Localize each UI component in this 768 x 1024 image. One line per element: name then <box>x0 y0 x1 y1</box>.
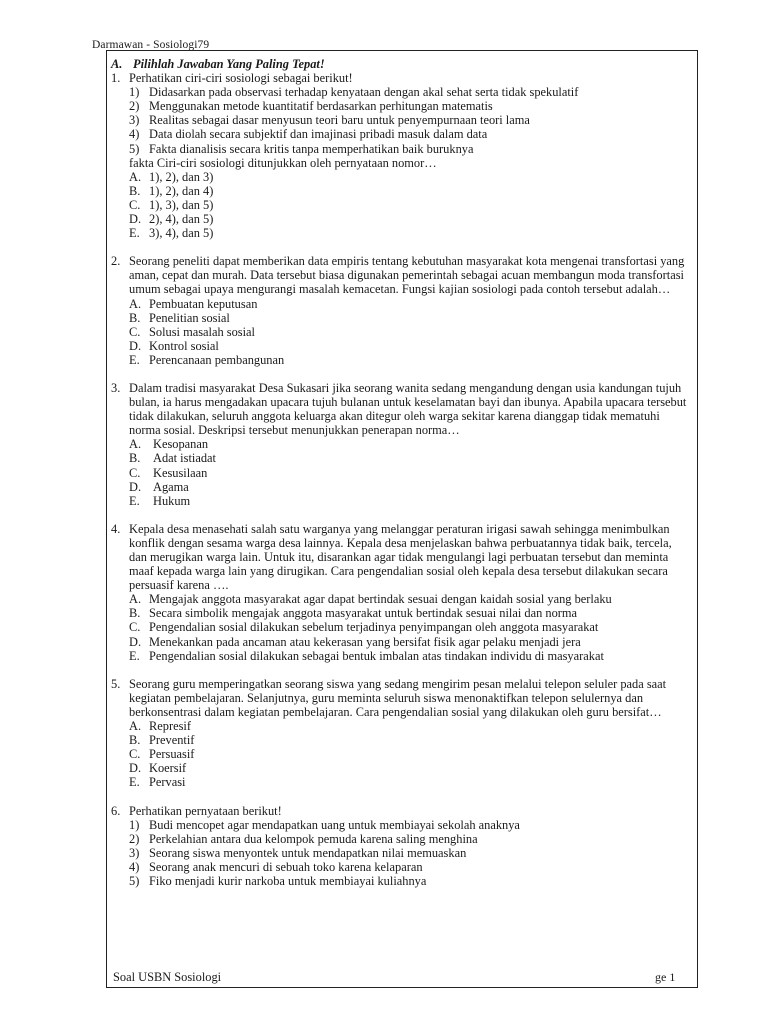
question-row <box>111 71 691 85</box>
option-text: Represif <box>149 719 191 734</box>
option-text: Penelitian sosial <box>149 310 230 325</box>
question-2 <box>111 254 691 367</box>
answer-option <box>111 606 691 620</box>
option-text: Koersif <box>149 761 187 776</box>
statement-item <box>129 874 691 888</box>
question-number: 3. <box>111 380 121 395</box>
option-letter: D. <box>129 634 142 649</box>
section-title <box>111 57 691 71</box>
statement-text: Menggunakan metode kuantitatif berdasarkan perhitungan matematis <box>149 99 493 114</box>
question-row <box>111 804 691 818</box>
option-text: Persuasif <box>149 747 195 762</box>
option-text: 3), 4), dan 5) <box>149 226 214 241</box>
option-text: 2), 4), dan 5) <box>149 212 214 227</box>
option-text: 1), 2), dan 3) <box>149 169 214 184</box>
question-text: Perhatikan pernyataan berikut! <box>129 803 282 818</box>
statement-number: 5) <box>129 873 140 888</box>
section-title-text: Pilihlah Jawaban Yang Paling Tepat! <box>133 57 325 71</box>
option-letter: B. <box>129 733 141 748</box>
option-text: Pengendalian sosial dilakukan sebelum terjadinya penyimpangan oleh anggota masyarakat <box>149 620 599 635</box>
section-letter: A. <box>111 57 123 71</box>
statement-item <box>129 85 691 99</box>
question-prompt: fakta Ciri-ciri sosiologi ditunjukkan oleh pernyataan nomor… <box>129 155 437 170</box>
statement-list <box>111 818 691 888</box>
answer-option <box>111 226 691 240</box>
statement-text: Didasarkan pada observasi terhadap kenyataan dengan akal sehat serta tidak spekulatif <box>149 85 579 100</box>
statement-text: Fiko menjadi kurir narkoba untuk membiayai kuliahnya <box>149 873 427 888</box>
statement-item <box>129 127 691 141</box>
answer-option <box>111 466 691 480</box>
statement-text: Perkelahian antara dua kelompok pemuda karena saling menghina <box>149 831 478 846</box>
question-text: Perhatikan ciri-ciri sosiologi sebagai berikut! <box>129 71 353 86</box>
option-text: Perencanaan pembangunan <box>149 352 285 367</box>
question-5 <box>111 677 691 790</box>
footer-page-number: ge 1 <box>655 970 676 984</box>
statement-text: Seorang anak mencuri di sebuah toko karena kelaparan <box>149 859 423 874</box>
question-text: Seorang guru memperingatkan seorang siswa yang sedang mengirim pesan melalui telepon seluler pada saat kegiatan pembelajaran. Selanjutnya, guru meminta seluruh siswa menonaktifkan telepon selulernya dan berkonsentrasi dalam kegiatan pembelajaran. Cara pengendalian sosial yang dilakukan oleh guru bersifat… <box>129 676 667 719</box>
option-text: 1), 2), dan 4) <box>149 183 214 198</box>
option-text: Kesopanan <box>153 437 209 452</box>
option-letter: E. <box>129 493 140 508</box>
answer-option <box>111 297 691 311</box>
statement-text: Data diolah secara subjektif dan imajinasi pribadi masuk dalam data <box>149 127 488 142</box>
option-letter: B. <box>129 183 141 198</box>
answer-option <box>111 775 691 789</box>
question-number: 4. <box>111 521 121 536</box>
option-text: Mengajak anggota masyarakat agar dapat bertindak sesuai dengan kaidah sosial yang berlaku <box>149 592 612 607</box>
answer-option <box>111 325 691 339</box>
page-header: Darmawan - Sosiologi79 <box>92 39 210 51</box>
option-letter: A. <box>129 592 142 607</box>
statement-number: 1) <box>129 85 140 100</box>
option-letter: C. <box>129 747 141 762</box>
answer-option <box>111 733 691 747</box>
option-letter: C. <box>129 620 141 635</box>
statement-item <box>129 846 691 860</box>
answer-option <box>111 592 691 606</box>
answer-option <box>111 339 691 353</box>
option-text: Kontrol sosial <box>149 338 219 353</box>
answer-option <box>111 353 691 367</box>
statement-number: 1) <box>129 817 140 832</box>
option-letter: A. <box>129 296 142 311</box>
option-letter: C. <box>129 324 141 339</box>
option-letter: D. <box>129 212 142 227</box>
statement-text: Realitas sebagai dasar menyusun teori baru untuk penyempurnaan teori lama <box>149 113 530 128</box>
question-row <box>111 254 691 296</box>
answer-option <box>111 719 691 733</box>
option-letter: D. <box>129 338 142 353</box>
statement-number: 4) <box>129 127 140 142</box>
statement-item <box>129 818 691 832</box>
statement-number: 2) <box>129 99 140 114</box>
question-4 <box>111 522 691 663</box>
statement-number: 5) <box>129 141 140 156</box>
question-6 <box>111 804 691 889</box>
question-1 <box>111 71 691 240</box>
statement-list <box>111 85 691 155</box>
statement-item <box>129 860 691 874</box>
answer-option <box>111 635 691 649</box>
statement-number: 2) <box>129 831 140 846</box>
question-3 <box>111 381 691 508</box>
option-letter: E. <box>129 226 140 241</box>
statement-text: Fakta dianalisis secara kritis tanpa memperhatikan baik buruknya <box>149 141 474 156</box>
question-row <box>111 381 691 437</box>
answer-option <box>111 437 691 451</box>
option-text: Kesusilaan <box>153 465 208 480</box>
footer-title: Soal USBN Sosiologi <box>113 970 222 984</box>
option-text: Agama <box>153 479 189 494</box>
answer-option <box>111 451 691 465</box>
statement-text: Seorang siswa menyontek untuk mendapatkan nilai memuaskan <box>149 845 467 860</box>
answer-option <box>111 212 691 226</box>
statement-number: 3) <box>129 845 140 860</box>
option-letter: E. <box>129 775 140 790</box>
option-letter: B. <box>129 451 141 466</box>
exam-content <box>111 57 691 888</box>
option-text: Pengendalian sosial dilakukan sebagai bentuk imbalan atas tindakan individu di masyarakat <box>149 648 604 663</box>
question-row <box>111 677 691 719</box>
statement-number: 3) <box>129 113 140 128</box>
option-letter: A. <box>129 437 142 452</box>
option-text: Pembuatan keputusan <box>149 296 258 311</box>
answer-option <box>111 311 691 325</box>
question-number: 6. <box>111 803 121 818</box>
option-text: Menekankan pada ancaman atau kekerasan yang bersifat fisik agar pelaku menjadi jera <box>149 634 581 649</box>
answer-option <box>111 480 691 494</box>
answer-option <box>111 494 691 508</box>
answer-option <box>111 198 691 212</box>
answer-option <box>111 184 691 198</box>
option-letter: A. <box>129 719 142 734</box>
option-text: 1), 3), dan 5) <box>149 197 214 212</box>
option-text: Secara simbolik mengajak anggota masyarakat untuk bertindak sesuai nilai dan norma <box>149 606 578 621</box>
question-number: 2. <box>111 254 121 269</box>
question-number: 1. <box>111 71 121 86</box>
option-text: Adat istiadat <box>153 451 216 466</box>
statement-text: Budi mencopet agar mendapatkan uang untuk membiayai sekolah anaknya <box>149 817 520 832</box>
question-text: Dalam tradisi masyarakat Desa Sukasari jika seorang wanita sedang mengandung dengan usia kandungan tujuh bulan, ia harus mengadakan upacara tujuh bulanan untuk keselamatan bayi dan ibunya. Apabila upacara tersebut tidak dilakukan, seluruh anggota keluarga akan ditegur oleh warga sekitar karena dianggap tidak mematuhi norma sosial. Deskripsi tersebut menunjukkan penerapan norma… <box>129 380 687 438</box>
statement-item <box>129 142 691 156</box>
answer-option <box>111 761 691 775</box>
option-letter: B. <box>129 310 141 325</box>
statement-item <box>129 99 691 113</box>
question-text: Seorang peneliti dapat memberikan data empiris tentang kebutuhan masyarakat kota mengenai transfortasi yang aman, cepat dan murah. Data tersebut biasa digunakan pemerintah sebagai acuan membangun moda transfortasi umum sebagai upaya mengurangi masalah kemacetan. Fungsi kajian sosiologi pada contoh tersebut adalah… <box>129 254 685 297</box>
option-letter: D. <box>129 761 142 776</box>
statement-item <box>129 113 691 127</box>
option-letter: E. <box>129 352 140 367</box>
option-text: Solusi masalah sosial <box>149 324 256 339</box>
option-letter: D. <box>129 479 142 494</box>
question-text: Kepala desa menasehati salah satu warganya yang melanggar peraturan irigasi sawah sehingga menimbulkan konflik dengan sesama warga desa lainnya. Kepala desa menjelaskan bahwa perbuatannya tidak baik, tercela, dan merugikan warga lain. Untuk itu, disarankan agar tidak mengulangi lagi perbuatan tersebut dan meminta maaf kepada warga lain yang dirugikan. Cara pengendalian sosial oleh kepala desa tersebut dilakukan secara persuasif karena …. <box>129 521 672 593</box>
question-row <box>111 522 691 592</box>
answer-option <box>111 649 691 663</box>
option-letter: A. <box>129 169 142 184</box>
option-text: Hukum <box>153 493 191 508</box>
option-letter: C. <box>129 465 141 480</box>
answer-option <box>111 620 691 634</box>
option-letter: E. <box>129 648 140 663</box>
statement-number: 4) <box>129 859 140 874</box>
option-text: Preventif <box>149 733 195 748</box>
question-number: 5. <box>111 676 121 691</box>
answer-option <box>111 170 691 184</box>
option-letter: B. <box>129 606 141 621</box>
option-text: Pervasi <box>149 775 186 790</box>
answer-option <box>111 747 691 761</box>
option-letter: C. <box>129 197 141 212</box>
statement-item <box>129 832 691 846</box>
